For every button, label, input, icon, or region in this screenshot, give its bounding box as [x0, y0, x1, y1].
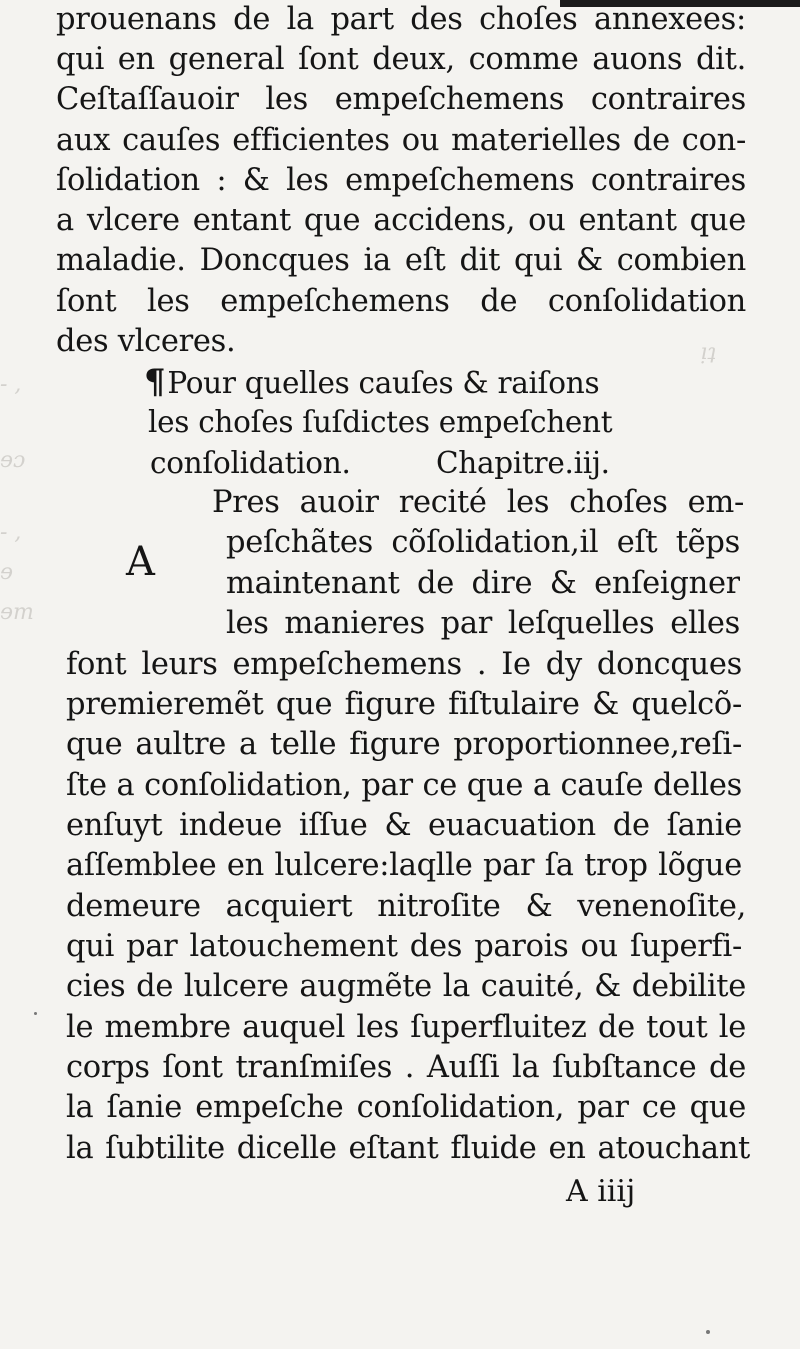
text-line: les manieres par leſquelles elles	[226, 606, 740, 641]
bleed-through: ᴉʇ	[700, 340, 716, 365]
text-line: qui par latouchement des parois ou ſuperfi-	[66, 929, 742, 964]
text-line: demeure acquiert nitroſite & venenoſite,	[66, 889, 746, 924]
bleed-through: ɘ	[0, 560, 14, 585]
text-line: a vlcere entant que accidens, ou entant que	[56, 203, 746, 238]
paper-speck	[34, 1012, 37, 1015]
signature-mark: A iiij	[566, 1174, 636, 1209]
text-line: maintenant de dire & enſeigner	[226, 566, 740, 601]
chapter-heading-line: les choſes ſuſdictes empeſchent	[148, 405, 613, 439]
text-line: la ſanie empeſche conſolidation, par ce que	[66, 1090, 746, 1125]
text-line: font leurs empeſchemens . Ie dy doncques	[66, 647, 742, 682]
bleed-through: - ,	[0, 372, 22, 397]
text-line: premieremẽt que figure fiſtulaire & quelcõ-	[66, 687, 742, 722]
paper-speck	[706, 1330, 710, 1334]
text-line: qui en general ſont deux, comme auons dit.	[56, 42, 746, 77]
text-line: corps ſont tranſmiſes . Auſſi la ſubſtance de	[66, 1050, 746, 1085]
text-line: ſte a conſolidation, par ce que a cauſe delles	[66, 768, 742, 803]
text-line: enſuyt indeue iſſue & euacuation de ſanie	[66, 808, 742, 843]
text-line: cies de lulcere augmẽte la cauité, & debilite	[66, 969, 746, 1004]
bleed-through: - ,	[0, 520, 22, 545]
chapter-heading-line: conſolidation.	[150, 446, 351, 480]
text-line: ſolidation : & les empeſchemens contraires	[56, 163, 746, 198]
chapter-heading-text: Pour quelles cauſes & raiſons	[167, 366, 600, 400]
chapter-heading-line	[144, 362, 664, 402]
text-line: prouenans de la part des choſes annexees:	[56, 2, 746, 37]
text-line: que aultre a telle figure proportionnee,reſi-	[66, 727, 742, 762]
text-line: ſont les empeſchemens de conſolidation	[56, 284, 746, 319]
text-line: Pres auoir recité les choſes em-	[212, 485, 744, 520]
text-line: la ſubtilite dicelle eſtant fluide en atouchant	[66, 1131, 750, 1166]
text-line: Ceſtaſſauoir les empeſchemens contraires	[56, 82, 746, 117]
bleed-through: ɘm	[0, 600, 34, 625]
text-line: des vlceres.	[56, 324, 236, 359]
text-line: aux cauſes efficientes ou materielles de con-	[56, 123, 746, 158]
text-line: peſchãtes cõſolidation,il eſt tẽps	[226, 525, 740, 560]
text-line: aſſemblee en lulcere:laqlle par ſa trop lõgue	[66, 848, 742, 883]
text-line: maladie. Doncques ia eſt dit qui & combien	[56, 243, 746, 278]
drop-cap: A	[126, 539, 155, 585]
text-line: le membre auquel les ſuperfluitez de tout le	[66, 1010, 746, 1045]
pilcrow-mark: ¶	[144, 362, 166, 402]
bleed-through: ɘɔ	[0, 448, 26, 473]
chapter-number: Chapitre.iij.	[436, 446, 610, 480]
